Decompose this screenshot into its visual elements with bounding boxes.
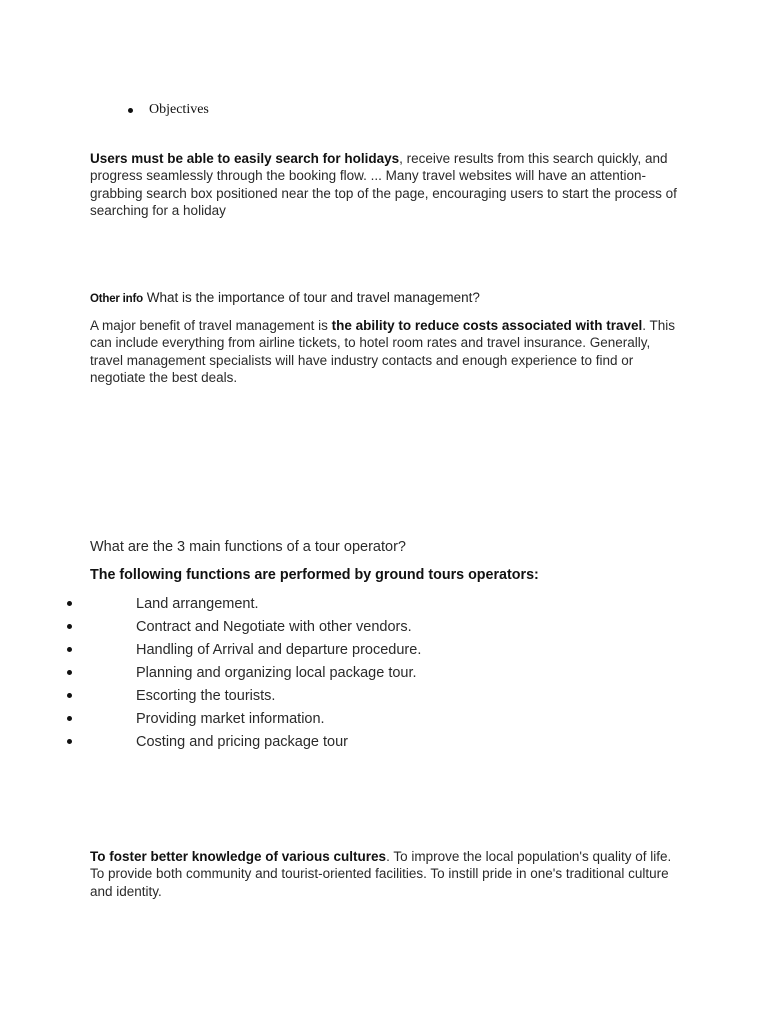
bullet-dot	[128, 108, 133, 113]
list-item: Land arrangement.	[0, 595, 768, 618]
other-info-line	[90, 289, 680, 308]
functions-list	[0, 595, 768, 756]
objectives-bullet-item	[128, 102, 209, 118]
bullet-dot	[67, 670, 72, 675]
para1-bold: Users must be able to easily search for holidays	[90, 151, 400, 166]
list-item: Escorting the tourists.	[0, 687, 768, 710]
bullet-dot	[67, 647, 72, 652]
bullet-dot	[67, 601, 72, 606]
para1-text: , receive results from this search quickly, and progress seamlessly through the booking flow. ... Many travel websites will have an attention-grabbing search box positioned near the top of the page, encouraging users to start the process of searching for a holiday	[90, 151, 677, 219]
bullet-dot	[67, 624, 72, 629]
functions-heading: The following functions are performed by ground tours operators:	[90, 567, 539, 583]
list-item: Contract and Negotiate with other vendors.	[0, 618, 768, 641]
list-item: Providing market information.	[0, 710, 768, 733]
travel-management-paragraph	[90, 317, 680, 387]
bullet-dot	[67, 693, 72, 698]
search-holidays-paragraph	[90, 150, 680, 220]
objectives-label: Objectives	[149, 102, 209, 117]
para3-text: . To improve the local population's quality of life. To provide both community and tourist-oriented facilities. To instill pride in one's traditional culture and identity.	[90, 849, 672, 899]
list-item: Costing and pricing package tour	[0, 733, 768, 756]
other-info-tag: Other info	[90, 293, 143, 305]
list-item: Handling of Arrival and departure procedure.	[0, 641, 768, 664]
other-info-question: What is the importance of tour and travel management?	[142, 290, 480, 305]
bullet-dot	[67, 716, 72, 721]
para3-bold: To foster better knowledge of various cultures	[90, 849, 387, 864]
para2-bold: the ability to reduce costs associated with travel	[331, 318, 643, 333]
list-item: Planning and organizing local package tour.	[0, 664, 768, 687]
cultures-paragraph	[90, 848, 680, 900]
para2-text: . This can include everything from airline tickets, to hotel room rates and travel insurance. Generally, travel management specialists will have industry contacts and enough experience to find or negotiate the best deals.	[90, 318, 675, 386]
tour-operator-question: What are the 3 main functions of a tour operator?	[90, 539, 406, 555]
bullet-dot	[67, 739, 72, 744]
para2-lead: A major benefit of travel management is	[90, 318, 332, 333]
